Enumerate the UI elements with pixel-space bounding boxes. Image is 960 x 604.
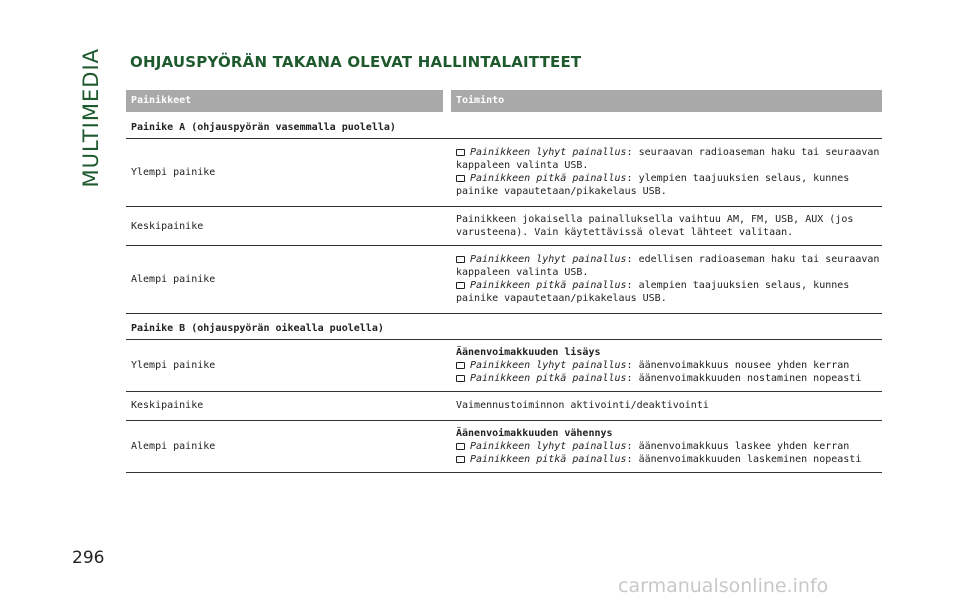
row-function: Vaimennustoiminnon aktivointi/deaktivointi	[456, 400, 709, 411]
table-row	[126, 392, 882, 421]
press-icon	[456, 175, 465, 182]
short-press-line: Painikkeen lyhyt painallus: edellisen radioaseman haku tai seuraavan kappaleen valinta USB.	[456, 254, 880, 278]
function-heading: Äänenvoimakkuuden lisäys	[456, 347, 601, 358]
controls-table	[126, 90, 882, 473]
section-side-title: MULTIMEDIA	[79, 48, 103, 188]
row-function	[451, 427, 882, 466]
row-label: Keskipainike	[131, 220, 204, 232]
table-row	[126, 207, 882, 246]
row-label: Alempi painike	[131, 441, 216, 452]
press-icon	[456, 375, 465, 382]
row-function	[451, 253, 882, 305]
watermark: carmanualsonline.info	[618, 575, 829, 597]
press-icon	[456, 362, 465, 369]
long-press-line: Painikkeen pitkä painallus: äänenvoimakkuuden nostaminen nopeasti	[456, 372, 882, 385]
short-press-line: Painikkeen lyhyt painallus: äänenvoimakkuus nousee yhden kerran	[456, 359, 882, 372]
press-icon	[456, 456, 465, 463]
table-row	[126, 246, 882, 314]
press-icon	[456, 282, 465, 289]
press-icon	[456, 443, 465, 450]
header-function: Toiminto	[451, 90, 882, 112]
page-number: 296	[72, 548, 105, 568]
short-press-line: Painikkeen lyhyt painallus: seuraavan radioaseman haku tai seuraavan kappaleen valinta USB.	[456, 147, 880, 171]
table-row	[126, 340, 882, 392]
row-function	[451, 146, 882, 198]
table-row	[126, 139, 882, 207]
section-button-b: Painike B (ohjauspyörän oikealla puolella)	[126, 314, 882, 340]
section-button-a: Painike A (ohjauspyörän vasemmalla puolella)	[126, 112, 882, 139]
row-label: Ylempi painike	[131, 360, 216, 371]
table-header	[126, 90, 882, 112]
press-icon	[456, 149, 465, 156]
row-label: Ylempi painike	[131, 166, 216, 178]
table-row	[126, 421, 882, 473]
press-icon	[456, 256, 465, 263]
long-press-line: Painikkeen pitkä painallus: alempien taajuuksien selaus, kunnes painike vapautetaan/pikakelaus USB.	[456, 280, 850, 304]
row-function	[451, 346, 882, 385]
row-label: Alempi painike	[131, 273, 216, 285]
row-label: Keskipainike	[131, 400, 204, 411]
short-press-line: Painikkeen lyhyt painallus: äänenvoimakkuus laskee yhden kerran	[456, 440, 882, 453]
function-heading: Äänenvoimakkuuden vähennys	[456, 428, 613, 439]
long-press-line: Painikkeen pitkä painallus: ylempien taajuuksien selaus, kunnes painike vapautetaan/pikakelaus USB.	[456, 173, 850, 197]
page-title: OHJAUSPYÖRÄN TAKANA OLEVAT HALLINTALAITTEET	[130, 53, 582, 71]
header-buttons: Painikkeet	[126, 90, 443, 112]
long-press-line: Painikkeen pitkä painallus: äänenvoimakkuuden laskeminen nopeasti	[456, 453, 882, 466]
row-function: Painikkeen jokaisella painalluksella vaihtuu AM, FM, USB, AUX (jos varusteena). Vain käytettävissä olevat lähteet valitaan.	[456, 214, 854, 238]
